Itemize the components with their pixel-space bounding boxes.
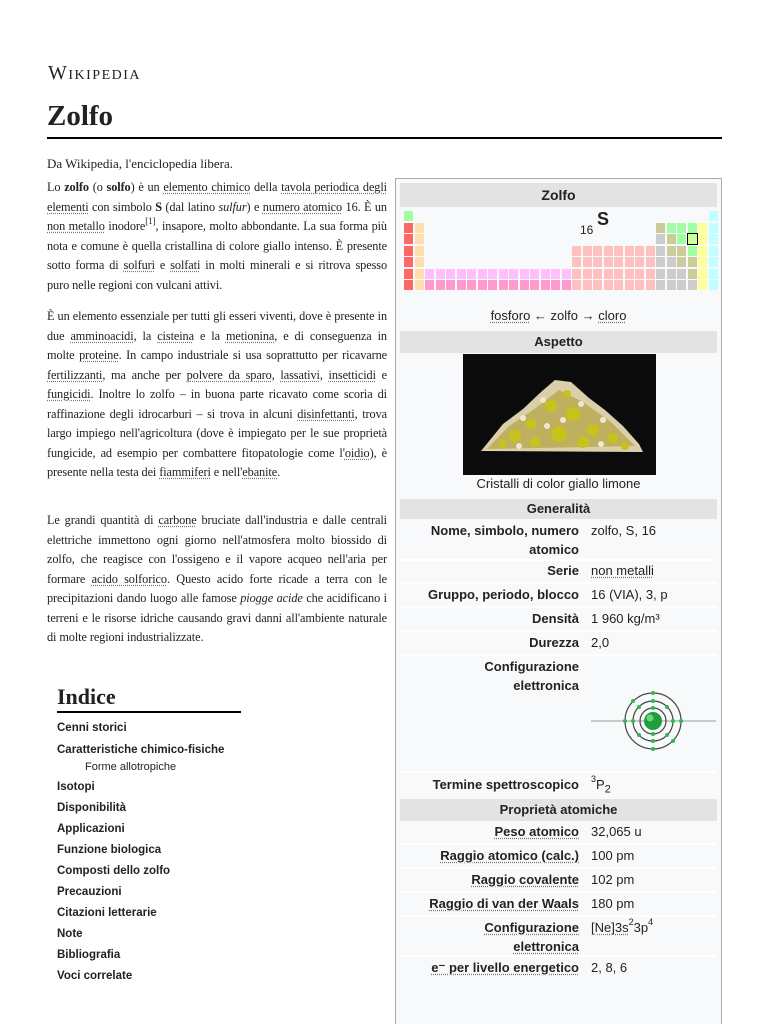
- periodic-cell: [457, 269, 466, 279]
- periodic-cell: [436, 280, 445, 290]
- periodic-cell: [625, 269, 634, 279]
- value-electron-configuration: $[Ne]3s^23p^4$: [591, 917, 654, 935]
- periodic-cell: [436, 269, 445, 279]
- periodic-cell: [404, 280, 413, 290]
- periodic-cell: [404, 211, 413, 221]
- periodic-cell: [604, 246, 613, 256]
- row-separator: [400, 915, 717, 917]
- periodic-cell: [415, 234, 424, 244]
- periodic-cell: [593, 246, 602, 256]
- periodic-cell: [446, 269, 455, 279]
- link-solfuri[interactable]: solfuri: [123, 258, 155, 272]
- periodic-cell: [688, 223, 697, 233]
- link-carbone[interactable]: carbone: [158, 513, 197, 527]
- element-neighbors: fosforo ← zolfo → cloro: [490, 308, 627, 323]
- periodic-cell: [646, 257, 655, 267]
- periodic-cell: [583, 257, 592, 267]
- toc-item-cenni-storici[interactable]: Cenni storici: [57, 722, 127, 734]
- periodic-cell: [656, 234, 665, 244]
- periodic-cell: [635, 269, 644, 279]
- link-cloro[interactable]: cloro: [598, 308, 627, 323]
- periodic-table-map[interactable]: [404, 211, 714, 299]
- periodic-cell: [677, 234, 686, 244]
- link-insetticidi[interactable]: insetticidi: [328, 367, 376, 382]
- table-of-contents: [57, 718, 224, 987]
- periodic-cell: [646, 269, 655, 279]
- periodic-cell: [698, 257, 707, 267]
- periodic-cell: [499, 280, 508, 290]
- periodic-cell: [551, 280, 560, 290]
- label-density: Densità: [532, 611, 579, 626]
- value-atomic-weight: 32,065 u: [591, 824, 642, 839]
- periodic-cell: [415, 269, 424, 279]
- value-covalent-radius: 102 pm: [591, 872, 635, 887]
- periodic-cell: [572, 269, 581, 279]
- link-elemento-chimico[interactable]: elemento chimico: [163, 180, 251, 194]
- link-disinfettanti[interactable]: disinfettanti: [297, 406, 355, 421]
- periodic-cell: [541, 269, 550, 279]
- periodic-cell: [572, 246, 581, 256]
- periodic-cell: [709, 246, 718, 256]
- periodic-cell: [593, 280, 602, 290]
- periodic-cell: [404, 257, 413, 267]
- periodic-cell: [625, 246, 634, 256]
- periodic-cell: [562, 280, 571, 290]
- periodic-cell: [698, 280, 707, 290]
- link-non-metallo[interactable]: non metallo: [47, 219, 105, 233]
- periodic-cell: [709, 280, 718, 290]
- periodic-cell: [677, 269, 686, 279]
- periodic-cell: [688, 269, 697, 279]
- periodic-cell: [635, 246, 644, 256]
- periodic-cell: [656, 223, 665, 233]
- toc-divider: [57, 711, 241, 713]
- periodic-cell: [667, 246, 676, 256]
- link-acido-solforico[interactable]: acido solforico: [91, 571, 167, 586]
- periodic-cell: [593, 269, 602, 279]
- periodic-cell: [404, 246, 413, 256]
- toc-item-applicazioni[interactable]: Applicazioni: [57, 823, 125, 835]
- sulfur-crystal-illustration: [463, 354, 656, 475]
- label-electron-configuration-diagram: Configurazione elettronica: [484, 659, 579, 693]
- infobox-title: Zolfo: [400, 183, 717, 207]
- link-proteine[interactable]: proteine: [79, 348, 119, 362]
- toc-item-disponibilita[interactable]: Disponibilità: [57, 802, 126, 814]
- periodic-cell: [709, 223, 718, 233]
- image-caption: Cristalli di color giallo limone: [476, 476, 641, 491]
- periodic-cell: [646, 246, 655, 256]
- toc-item-precauzioni[interactable]: Precauzioni: [57, 886, 122, 898]
- general-header: Generalità: [400, 499, 717, 519]
- periodic-cell: [667, 269, 676, 279]
- link-amminoacidi[interactable]: amminoacidi: [70, 328, 134, 343]
- periodic-cell: [583, 280, 592, 290]
- periodic-cell: [625, 257, 634, 267]
- toc-subitem-forme-allotropiche[interactable]: Forme allotropiche: [85, 761, 177, 773]
- label-spectroscopic-term: Termine spettroscopico: [432, 777, 579, 792]
- periodic-cell: [698, 246, 707, 256]
- periodic-cell: [667, 223, 676, 233]
- periodic-cell: [709, 234, 718, 244]
- periodic-cell: [467, 269, 476, 279]
- label-series: Serie: [547, 563, 579, 578]
- row-separator: [400, 891, 717, 893]
- row-separator: [400, 582, 717, 584]
- value-group-period-block: 16 (VIA), 3, p: [591, 587, 668, 602]
- link-fiammiferi[interactable]: fiammiferi: [159, 465, 211, 479]
- periodic-cell: [572, 257, 581, 267]
- periodic-cell: [709, 269, 718, 279]
- periodic-cell: [614, 246, 623, 256]
- page-title: Zolfo: [47, 100, 114, 132]
- label-atomic-weight: Peso atomico: [494, 824, 579, 839]
- toc-item-note[interactable]: Note: [57, 928, 83, 940]
- bohr-atom-icon: [591, 681, 716, 761]
- periodic-cell: [688, 246, 697, 256]
- row-separator: [400, 843, 717, 845]
- periodic-cell: [415, 280, 424, 290]
- toc-item-composti[interactable]: Composti dello zolfo: [57, 865, 171, 877]
- row-separator: [400, 867, 717, 869]
- periodic-cell: [667, 234, 676, 244]
- link-fertilizzanti[interactable]: fertilizzanti: [47, 367, 103, 382]
- periodic-cell: [604, 280, 613, 290]
- label-name-symbol-number: Nome, simbolo, numero atomico: [430, 523, 579, 557]
- periodic-cell: [478, 269, 487, 279]
- toc-item-bibliografia[interactable]: Bibliografia: [57, 949, 121, 961]
- periodic-cell: [656, 280, 665, 290]
- periodic-cell: [677, 257, 686, 267]
- periodic-cell: [499, 269, 508, 279]
- row-separator: [400, 654, 717, 656]
- link-lassativi[interactable]: lassativi: [280, 367, 320, 382]
- link-numero-atomico[interactable]: numero atomico: [262, 199, 343, 214]
- periodic-cell: [404, 269, 413, 279]
- element-symbol: S: [597, 209, 610, 229]
- periodic-cell: [656, 257, 665, 267]
- periodic-cell: [551, 269, 560, 279]
- periodic-cell: [677, 223, 686, 233]
- toc-item-isotopi[interactable]: Isotopi: [57, 781, 95, 793]
- periodic-cell: [541, 280, 550, 290]
- periodic-cell: [667, 257, 676, 267]
- link-fungicidi[interactable]: fungicidi: [47, 387, 91, 401]
- row-separator: [400, 771, 717, 773]
- label-atomic-radius: Raggio atomico (calc.): [440, 848, 579, 863]
- periodic-cell: [509, 280, 518, 290]
- sulfur-crystal-image[interactable]: [463, 354, 656, 475]
- value-electrons-per-shell: 2, 8, 6: [591, 960, 628, 975]
- periodic-cell: [698, 223, 707, 233]
- periodic-cell: [656, 269, 665, 279]
- link-oidio[interactable]: oidio: [344, 445, 370, 460]
- periodic-cell: [677, 246, 686, 256]
- link-cisteina[interactable]: cisteina: [157, 328, 194, 343]
- periodic-cell: [404, 223, 413, 233]
- label-van-der-waals-radius: Raggio di van der Waals: [429, 896, 579, 911]
- periodic-cell: [583, 246, 592, 256]
- wikipedia-logo[interactable]: Wikipedia: [48, 62, 142, 84]
- aspect-header: Aspetto: [400, 331, 717, 353]
- atomic-number-label: 16: [580, 223, 594, 237]
- value-atomic-radius: 100 pm: [591, 848, 635, 863]
- periodic-cell: [425, 280, 434, 290]
- toc-item-voci-correlate[interactable]: Voci correlate: [57, 970, 133, 982]
- toc-title: Indice: [57, 684, 116, 709]
- link-polvere-da-sparo[interactable]: polvere da sparo: [186, 367, 272, 382]
- label-hardness: Durezza: [529, 635, 579, 650]
- periodic-cell: [488, 269, 497, 279]
- periodic-cell: [488, 280, 497, 290]
- periodic-cell: [457, 280, 466, 290]
- periodic-cell: [604, 257, 613, 267]
- value-spectroscopic-term: $^3P_2$: [591, 774, 611, 796]
- link-ebanite[interactable]: ebanite: [242, 465, 278, 479]
- link-tavola-periodica[interactable]: tavola periodica degli elementi: [47, 180, 387, 214]
- label-covalent-radius: Raggio covalente: [471, 872, 579, 887]
- periodic-cell: [635, 257, 644, 267]
- periodic-cell: [635, 280, 644, 290]
- periodic-cell: [583, 269, 592, 279]
- intro-paragraph-2: È un elemento essenziale per tutti gli esseri viventi, dove è presente in due amminoacidi, la cisteina e la metionina, e di conseguenza in molte proteine. In campo industriale si usa soprattutto per ricavarne fertilizzanti, ma anche per polvere da sparo, lassativi, insetticidi e fungicidi. Inoltre lo zolfo – in buona parte ricavato come scoria di raffinazione degli idrocarburi – si trova in alcuni disinfettanti, trova largo impiego nell'agricoltura (dove è impiegato per le sue proprietà fungicide, ad esempio per combattere fitopatologie come l'oidio), è presente nella testa dei fiammiferi e nell'ebanite.: [47, 309, 388, 479]
- link-fosforo[interactable]: fosforo: [490, 308, 531, 323]
- periodic-cell: [688, 280, 697, 290]
- toc-item-caratteristiche[interactable]: Caratteristiche chimico-fisiche Forme allotropiche: [57, 739, 224, 777]
- reference-1[interactable]: [1]: [145, 216, 156, 226]
- periodic-cell: [572, 280, 581, 290]
- periodic-cell: [467, 280, 476, 290]
- periodic-cell: [698, 269, 707, 279]
- intro-paragraph-3: Le grandi quantità di carbone bruciate dall'industria e dalle centrali elettriche immettono ogni giorno nell'atmosfera molto biossido di zolfo, che reagisce con l'ossigeno e il vapore acqueo nell'aria per formare acido solforico. Questo acido forte ricade a terra con le precipitazioni dando luogo alle famose piogge acide che acidificano i terreni e le risorse idriche causando gravi danni all'ambiente naturale di molte regioni industrializzate.: [47, 513, 387, 644]
- periodic-cell: [530, 280, 539, 290]
- periodic-cell: [530, 269, 539, 279]
- value-hardness: 2,0: [591, 635, 610, 650]
- periodic-cell: [446, 280, 455, 290]
- periodic-cell: [614, 257, 623, 267]
- periodic-cell: [656, 246, 665, 256]
- periodic-cell: [415, 257, 424, 267]
- value-density: 1 960 kg/m³: [591, 611, 660, 626]
- periodic-cell: [709, 257, 718, 267]
- periodic-cell: [698, 234, 707, 244]
- periodic-cell: [646, 280, 655, 290]
- element-infobox: [395, 178, 722, 1024]
- periodic-cell: [604, 269, 613, 279]
- periodic-cell: [709, 211, 718, 221]
- link-non-metalli[interactable]: non metalli: [591, 563, 654, 578]
- periodic-cell: [677, 280, 686, 290]
- periodic-cell: [688, 257, 697, 267]
- periodic-cell: [415, 246, 424, 256]
- label-electron-configuration: Configurazione elettronica: [484, 920, 579, 954]
- label-electrons-per-shell: e⁻ per livello energetico: [431, 960, 579, 975]
- toc-item-funzione-biologica[interactable]: Funzione biologica: [57, 844, 162, 856]
- label-group-period-block: Gruppo, periodo, blocco: [428, 587, 579, 602]
- link-metionina[interactable]: metionina: [225, 328, 275, 343]
- periodic-cell: [520, 280, 529, 290]
- row-separator: [400, 606, 717, 608]
- periodic-cell: [593, 257, 602, 267]
- value-van-der-waals-radius: 180 pm: [591, 896, 635, 911]
- atomic-properties-header: Proprietà atomiche: [400, 799, 717, 821]
- periodic-cell: [562, 269, 571, 279]
- title-divider: [47, 137, 722, 139]
- link-solfati[interactable]: solfati: [170, 258, 201, 272]
- value-series: [591, 561, 717, 580]
- row-separator: [400, 955, 717, 957]
- periodic-cell: [415, 223, 424, 233]
- periodic-cell: [625, 280, 634, 290]
- periodic-cell: [614, 280, 623, 290]
- intro-paragraph-1: Lo zolfo (o solfo) è un elemento chimico della tavola periodica degli elementi con simbolo S (dal latino sulfur) e numero atomico 16. È un non metallo inodore[1], insapore, molto abbondante. La sua forma più nota e comune è quella cristallina di colore giallo intenso. È presente sotto forma di solfuri e solfati in molti minerali e si ritrova spesso puro nelle regioni con vulcani attivi.: [47, 180, 387, 292]
- periodic-cell: [667, 280, 676, 290]
- value-name-symbol-number: zolfo, S, 16: [591, 523, 657, 538]
- page-tagline: Da Wikipedia, l'enciclopedia libera.: [47, 156, 234, 171]
- bohr-model-diagram[interactable]: [591, 681, 716, 761]
- periodic-cell: [520, 269, 529, 279]
- row-separator: [400, 630, 717, 632]
- sulfur-position-cell: [688, 234, 697, 244]
- periodic-cell: [614, 269, 623, 279]
- toc-item-citazioni[interactable]: Citazioni letterarie: [57, 907, 157, 919]
- periodic-cell: [404, 234, 413, 244]
- periodic-cell: [478, 280, 487, 290]
- periodic-cell: [509, 269, 518, 279]
- periodic-cell: [425, 269, 434, 279]
